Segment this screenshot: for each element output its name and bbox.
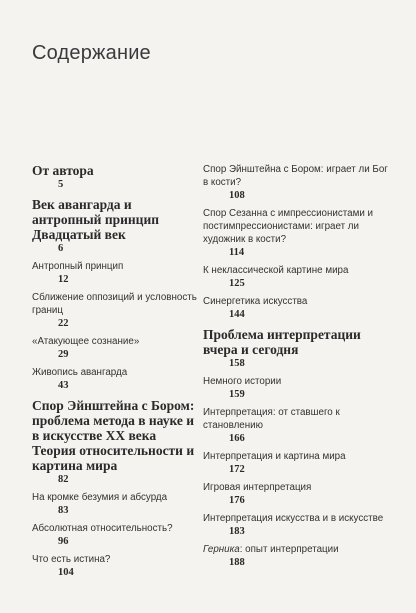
toc-entry-label: Абсолютная относительность? [32,523,173,534]
toc-entry [203,512,393,539]
toc-entry-label: Антропный принцип [32,261,124,272]
toc-entry [203,327,393,371]
toc-entry-label: На кромке безумия и абсурда [32,492,168,503]
toc-entry-label: Проблема интерпретации вчера и сегодня [203,327,361,357]
toc-entry [203,543,393,570]
toc-page-number: 159 [229,389,245,400]
toc-page-number: 183 [229,526,245,537]
toc-entry-label: Игровая интерпретация [203,482,312,493]
toc-page-number: 125 [229,278,245,289]
toc-entry-label: Что есть истина? [32,554,111,565]
toc-right-column [203,163,393,572]
toc-entry-label: Век авангарда и антропный принцип Двадцатый век [32,197,160,242]
toc-entry [32,398,202,487]
toc-entry [203,295,393,322]
toc-page-number: 82 [58,474,69,485]
page-title: Содержание [32,42,151,64]
toc-entry-label-italic: Герника [203,544,240,555]
toc-page-number: 83 [58,505,69,516]
toc-entry-label: Интерпретация искусства и в искусстве [203,513,384,524]
toc-entry-label: От автора [32,163,94,178]
toc-page-number: 108 [229,190,245,201]
toc-entry [203,450,393,477]
toc-page-number: 188 [229,557,245,568]
toc-entry-label: Интерпретация и картина мира [203,451,346,462]
toc-entry [32,335,202,362]
toc-entry-label: К неклассической картине мира [203,265,349,276]
toc-page-number: 166 [229,433,245,444]
toc-entry-label: Интерпретация: от ставшего к становлению [203,407,340,431]
toc-page-number: 22 [58,318,69,329]
toc-page-number: 172 [229,464,245,475]
toc-left-column [32,163,202,582]
toc-entry [203,264,393,291]
toc-entry-label: : опыт интерпретации [239,544,339,555]
toc-entry [32,291,202,331]
toc-entry [32,491,202,518]
toc-page-number: 144 [229,309,245,320]
toc-entry [203,406,393,446]
toc-entry-label: Спор Сезанна с импрессионистами и постимпрессионистами: играет ли художник в кости? [203,208,373,245]
toc-entry [32,163,202,192]
toc-page-number: 176 [229,495,245,506]
toc-page-number: 5 [58,179,64,190]
toc-entry-label-group [203,543,393,556]
toc-entry [32,197,202,256]
toc-entry [203,481,393,508]
toc-page-number: 12 [58,274,69,285]
toc-entry [32,366,202,393]
toc-entry-label: Сближение оппозиций и условность границ [32,292,197,316]
toc-entry [203,207,393,260]
toc-page-number: 43 [58,380,69,391]
toc-page-number: 6 [58,243,64,254]
toc-entry-label: Немного истории [203,376,282,387]
toc-entry-label: Спор Эйнштейна с Бором: проблема метода в науке и в искусстве XX века Теория относительности и картина мира [32,398,195,473]
toc-page-number: 29 [58,349,69,360]
toc-entry-label: Синергетика искусства [203,296,308,307]
toc-entry [203,375,393,402]
toc-entry [203,163,393,203]
toc-entry-label: Живопись авангарда [32,367,128,378]
toc-page-number: 114 [229,247,245,258]
toc-page-number: 158 [229,358,245,369]
toc-entry [32,553,202,580]
toc-entry [32,522,202,549]
toc-page-number: 104 [58,567,74,578]
toc-entry [32,260,202,287]
toc-entry-label: Спор Эйнштейна с Бором: играет ли Бог в кости? [203,164,388,188]
toc-entry-label: «Атакующее сознание» [32,336,140,347]
toc-page-number: 96 [58,536,69,547]
